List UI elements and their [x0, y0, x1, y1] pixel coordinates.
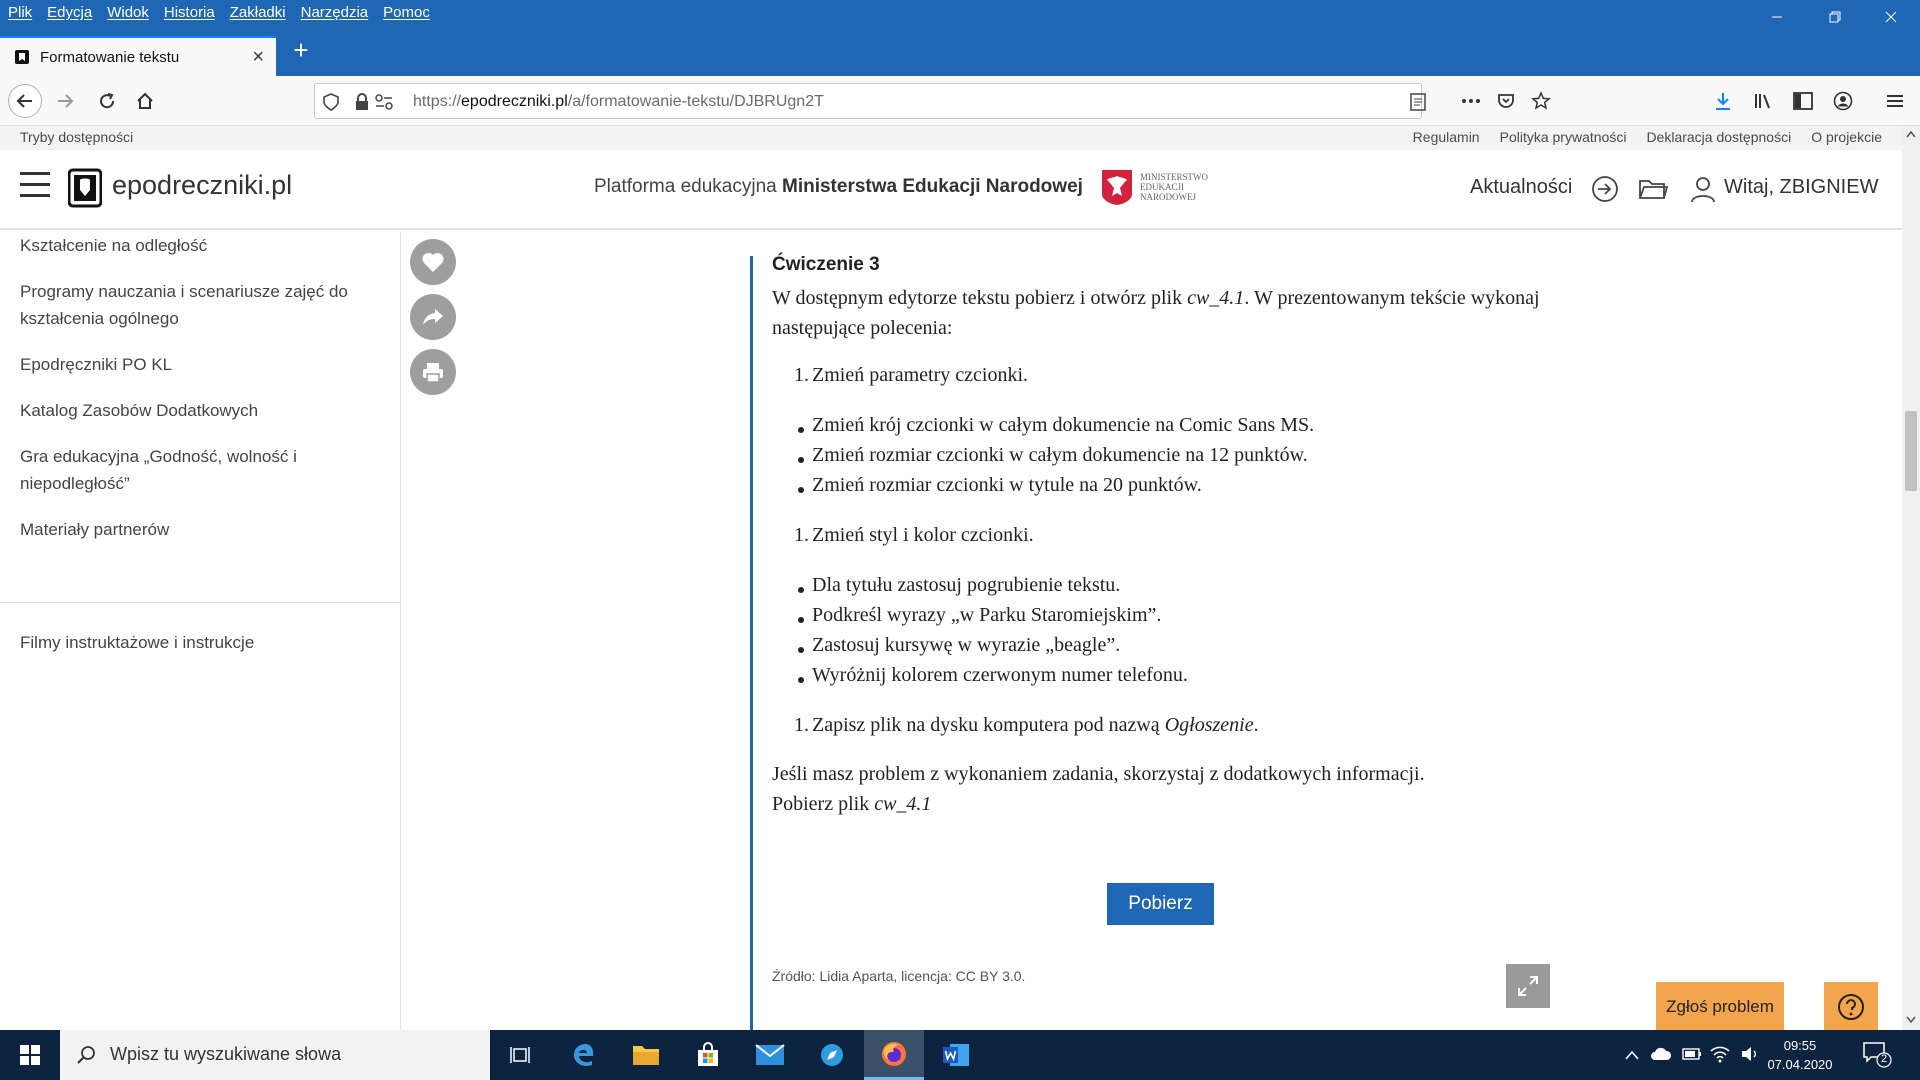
menu-file[interactable]: Plik — [8, 4, 33, 21]
account-button[interactable] — [1826, 84, 1860, 118]
taskbar-mail[interactable] — [740, 1030, 800, 1080]
sidebar-divider — [0, 602, 401, 603]
menu-history[interactable]: Historia — [163, 4, 215, 21]
taskbar-file-explorer[interactable] — [616, 1030, 676, 1080]
login-icon[interactable] — [1590, 174, 1620, 204]
folder-icon — [632, 1043, 660, 1067]
favorite-button[interactable] — [410, 239, 456, 285]
epodreczniki-logo-icon[interactable] — [68, 168, 102, 208]
onedrive-cloud-icon[interactable] — [1650, 1047, 1672, 1061]
home-icon — [135, 91, 155, 111]
bullet-dot — [798, 457, 804, 463]
bullet-dot — [798, 617, 804, 623]
download-button[interactable]: Pobierz — [1107, 883, 1214, 925]
step-3: Zapisz plik na dysku komputera pod nazwą Ogłoszenie. — [812, 714, 1259, 736]
step-1: Zmień parametry czcionki. — [812, 364, 1029, 386]
edge-icon — [571, 1042, 597, 1068]
privacy-link[interactable]: Polityka prywatności — [1499, 129, 1627, 145]
volume-icon[interactable] — [1740, 1045, 1760, 1063]
menu-bar — [0, 0, 1920, 28]
store-icon — [695, 1042, 721, 1068]
scroll-thumb[interactable] — [1905, 411, 1917, 491]
account-icon — [1833, 91, 1853, 111]
hamburger-icon — [1887, 94, 1903, 108]
taskbar-edge[interactable] — [554, 1030, 614, 1080]
bullet-dot — [798, 647, 804, 653]
chevron-up-icon[interactable] — [1624, 1050, 1640, 1060]
bullet-dot — [798, 587, 804, 593]
user-greeting[interactable]: Witaj, ZBIGNIEW — [1724, 176, 1879, 198]
menu-edit[interactable]: Edycja — [47, 4, 93, 21]
taskbar-firefox[interactable] — [864, 1030, 924, 1080]
task-view-icon — [509, 1045, 531, 1065]
tab-close-button[interactable]: × — [252, 46, 264, 68]
mail-icon — [755, 1044, 785, 1066]
web-page — [0, 126, 1902, 1030]
step-2-bullet: Wyróżnij kolorem czerwonym numer telefonu. — [812, 664, 1188, 686]
search-icon — [76, 1045, 96, 1065]
windows-logo-icon — [19, 1044, 41, 1066]
top-strip — [0, 126, 1902, 150]
step-2-bullet: Zastosuj kursywę w wyrazie „beagle”. — [812, 634, 1121, 656]
source-credit: Źródło: Lidia Aparta, licencja: CC BY 3.0. — [772, 968, 1026, 984]
sidebar-item-tutorials[interactable]: Filmy instruktażowe i instrukcje — [20, 633, 255, 652]
arrow-right-icon — [56, 92, 74, 110]
tab-title: Formatowanie tekstu — [40, 48, 180, 66]
user-icon[interactable] — [1688, 174, 1718, 204]
question-icon — [1837, 993, 1865, 1021]
restore-icon — [1829, 11, 1841, 23]
notification-count: 2 — [1880, 1053, 1888, 1065]
step-2: Zmień styl i kolor czcionki. — [812, 524, 1034, 546]
lock-icon[interactable] — [355, 93, 369, 111]
exercise-border — [750, 256, 753, 1030]
site-menu-button[interactable] — [20, 172, 50, 202]
printer-icon — [421, 361, 445, 383]
taskbar-store[interactable] — [678, 1030, 738, 1080]
bullet-dot — [798, 427, 804, 433]
step-number: 1. — [794, 524, 809, 546]
menu-view[interactable]: Widok — [107, 4, 149, 21]
download-icon — [1714, 91, 1732, 111]
url-bar[interactable] — [314, 83, 1422, 119]
tab-formatowanie[interactable] — [0, 36, 276, 76]
exercise-title: Ćwiczenie 3 — [772, 254, 880, 275]
accessibility-declaration-link[interactable]: Deklaracja dostępności — [1646, 129, 1792, 145]
expand-icon — [1517, 975, 1539, 997]
word-icon — [942, 1042, 970, 1068]
sidebar-item-catalog[interactable]: Katalog Zasobów Dodatkowych — [20, 401, 259, 420]
exercise-intro: W dostępnym edytorze tekstu pobierz i otwórz plik cw_4.1. W prezentowanym tekście wykonaj następujące polecenia: — [772, 287, 1540, 339]
taskbar-word[interactable] — [926, 1030, 986, 1080]
library-icon — [1753, 92, 1773, 110]
minimize-icon — [1771, 11, 1783, 23]
scroll-up-icon[interactable] — [1906, 130, 1916, 138]
close-icon — [1885, 11, 1897, 23]
home-button[interactable] — [128, 84, 162, 118]
about-link[interactable]: O projekcie — [1811, 129, 1882, 145]
epodreczniki-favicon-icon — [14, 49, 30, 65]
step-2-bullet: Podkreśl wyrazy „w Parku Staromiejskim”. — [812, 604, 1162, 626]
reader-view-icon[interactable] — [1410, 93, 1426, 111]
firefox-icon — [880, 1040, 908, 1068]
scroll-down-icon[interactable] — [1906, 1016, 1916, 1024]
sidebar-item-remote-learning[interactable]: Kształcenie na odległość — [20, 236, 208, 255]
bookmark-star-button[interactable] — [1524, 84, 1558, 118]
print-button[interactable] — [410, 349, 456, 395]
download-text: Pobierz plik cw_4.1 — [772, 793, 932, 815]
clock-time: 09:55 — [1783, 1038, 1817, 1053]
help-button[interactable] — [1824, 982, 1878, 1030]
search-placeholder: Wpisz tu wyszukiwane słowa — [110, 1044, 342, 1064]
news-link[interactable]: Aktualności — [1470, 176, 1573, 198]
task-view-button[interactable] — [490, 1030, 550, 1080]
report-problem-button[interactable]: Zgłoś problem — [1656, 982, 1784, 1030]
windows-taskbar — [0, 1030, 1920, 1080]
taskbar-search[interactable] — [60, 1030, 490, 1080]
pocket-button[interactable] — [1489, 84, 1523, 118]
action-center-button[interactable] — [1862, 1040, 1896, 1070]
more-icon — [1461, 98, 1481, 104]
taskbar-app[interactable] — [802, 1030, 862, 1080]
arrow-left-icon — [16, 92, 34, 110]
step-1-bullet: Zmień rozmiar czcionki w tytule na 20 punktów. — [812, 474, 1202, 496]
step-number: 1. — [794, 364, 809, 386]
downloads-button[interactable] — [1706, 84, 1740, 118]
start-button[interactable] — [0, 1030, 60, 1080]
pocket-icon — [1497, 92, 1515, 110]
sidebar-item-game[interactable]: Gra edukacyjna „Godność, wolność i niepodległość” — [20, 447, 297, 493]
back-button[interactable] — [8, 84, 42, 118]
permissions-icon[interactable] — [375, 94, 393, 110]
reload-button[interactable] — [90, 84, 124, 118]
heart-icon — [421, 251, 445, 273]
shield-icon[interactable] — [323, 93, 339, 111]
taskbar-clock[interactable] — [1760, 1036, 1840, 1074]
folder-icon[interactable] — [1638, 174, 1668, 204]
accessibility-modes-link[interactable]: Tryby dostępności — [20, 129, 134, 145]
battery-icon[interactable] — [1682, 1047, 1702, 1061]
expand-button[interactable] — [1506, 964, 1550, 1008]
sidebar-toggle-button[interactable] — [1786, 84, 1820, 118]
sidebar-item-epodreczniki-pokl[interactable]: Epodręczniki PO KL — [20, 355, 173, 374]
terms-link[interactable]: Regulamin — [1412, 129, 1480, 145]
step-2-bullet: Dla tytułu zastosuj pogrubienie tekstu. — [812, 574, 1121, 596]
compass-app-icon — [819, 1042, 845, 1068]
page-scrollbar[interactable] — [1902, 126, 1920, 1030]
bullet-dot — [798, 487, 804, 493]
menu-bookmarks[interactable]: Zakładki — [229, 4, 286, 21]
sidebar-item-partners[interactable]: Materiały partnerów — [20, 520, 170, 539]
platform-title: Platforma edukacyjna Ministerstwa Edukacji Narodowej — [594, 176, 1083, 197]
tab-bar — [0, 28, 1920, 76]
step-number: 1. — [794, 714, 809, 736]
sidebar-item-curricula[interactable]: Programy nauczania i scenariusze zajęć do kształcenia ogólnego — [20, 282, 348, 328]
reload-icon — [98, 92, 116, 110]
menu-tools[interactable]: Narzędzia — [300, 4, 369, 21]
step-1-bullet: Zmień krój czcionki w całym dokumencie na Comic Sans MS. — [812, 414, 1315, 436]
nav-bar — [0, 76, 1920, 126]
forward-button[interactable] — [48, 84, 82, 118]
logo-text[interactable]: epodreczniki.pl — [112, 170, 293, 200]
bullet-dot — [798, 677, 804, 683]
site-header — [0, 150, 1902, 230]
menu-help[interactable]: Pomoc — [383, 4, 430, 21]
url-text[interactable]: https://epodreczniki.pl/a/formatowanie-tekstu/DJBRUgn2T — [413, 93, 824, 110]
polish-eagle-emblem-icon — [1100, 168, 1134, 206]
ministry-wordmark: MINISTERSTWO EDUKACJI NARODOWEJ — [1140, 172, 1208, 202]
sidebar-icon — [1793, 92, 1813, 110]
star-icon — [1531, 91, 1551, 111]
step-1-bullet: Zmień rozmiar czcionki w całym dokumencie na 12 punktów. — [812, 444, 1308, 466]
share-button[interactable] — [410, 294, 456, 340]
share-icon — [421, 306, 445, 328]
clock-date: 07.04.2020 — [1767, 1057, 1833, 1072]
library-button[interactable] — [1746, 84, 1780, 118]
new-tab-button[interactable]: + — [293, 35, 309, 65]
help-text: Jeśli masz problem z wykonaniem zadania, skorzystaj z dodatkowych informacji. — [772, 763, 1425, 785]
open-menu-button[interactable] — [1878, 84, 1912, 118]
wifi-icon[interactable] — [1710, 1045, 1730, 1063]
sidebar-nav — [0, 232, 401, 1030]
page-actions-button[interactable] — [1454, 84, 1488, 118]
